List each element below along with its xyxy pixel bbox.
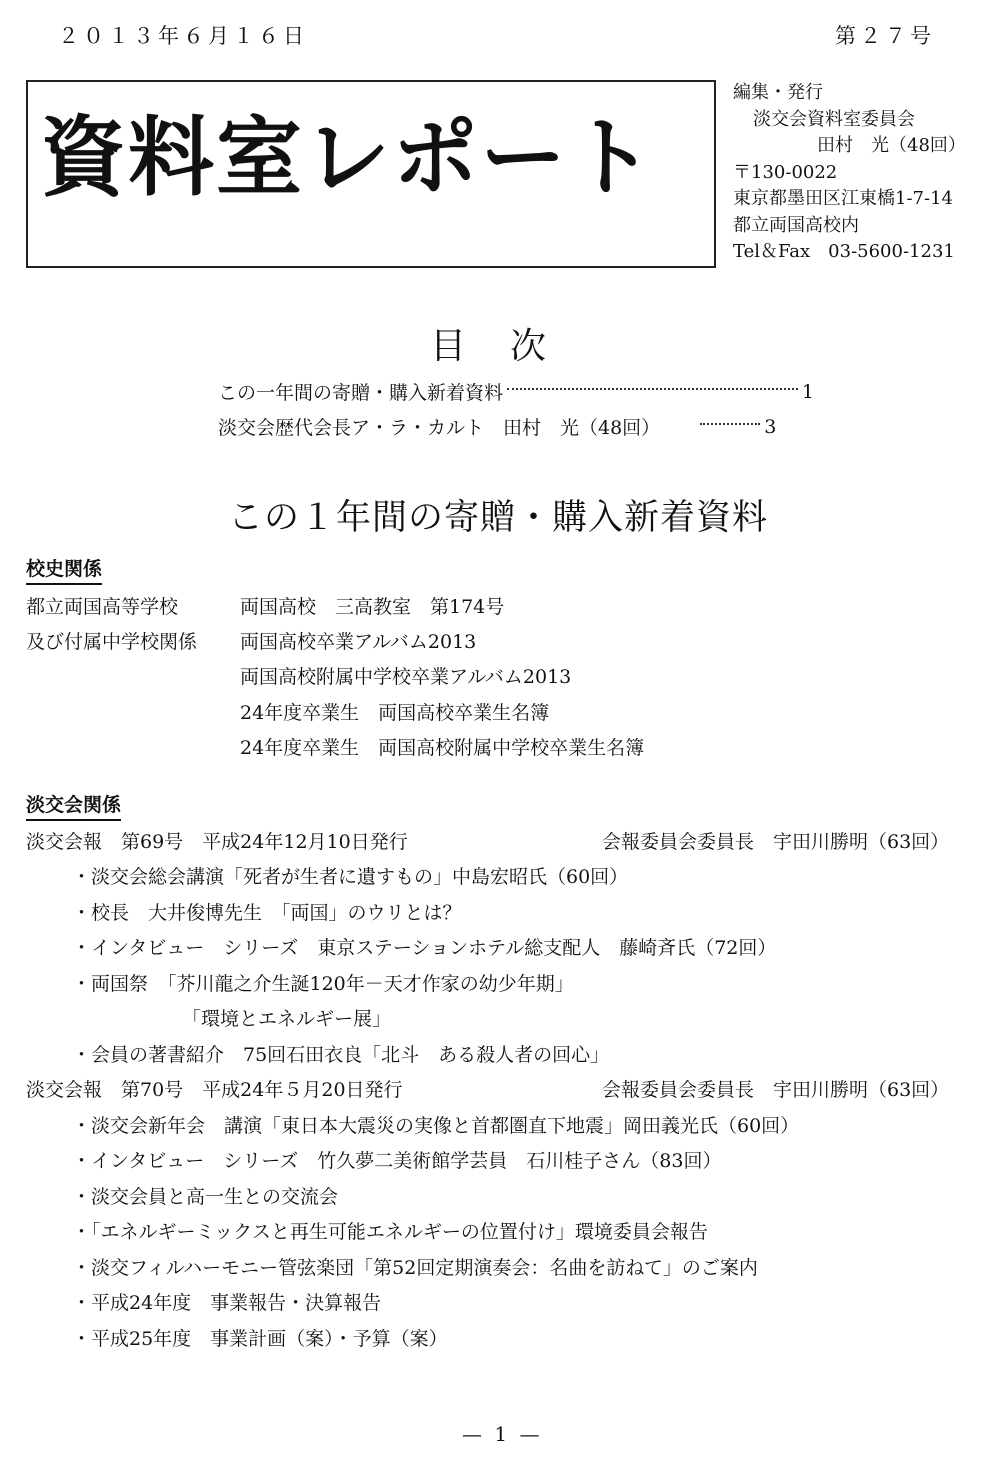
list-item: ・淡交会新年会 講演「東日本大震災の実像と首都圏直下地震」岡田義光氏（60回） [72,1115,800,1137]
list-item: ・インタビュー シリーズ 竹久夢二美術館学芸員 石川桂子さん（83回） [72,1150,722,1172]
toc-item[interactable] [218,409,814,444]
publisher-committee: 淡交会資料室委員会 [753,108,915,130]
category-heading-history: 校史関係 [26,554,102,585]
newsletter-title: 資料室レポート [40,108,656,208]
list-item: ・会員の著書紹介 75回石田衣良「北斗 ある殺人者の回心」 [72,1044,610,1066]
list-item: 両国高校 三高教室 第174号 [240,596,505,618]
category-heading-tankokai: 淡交会関係 [26,790,121,821]
list-item: ・平成25年度 事業計画（案）・予算（案） [72,1328,448,1350]
list-item: ・両国祭 「芥川龍之介生誕120年－天才作家の幼少年期」 [72,973,574,995]
publisher-line: 編集・発行 [733,82,823,103]
list-item: 24年度卒業生 両国高校附属中学校卒業生名簿 [240,737,645,759]
toc-leader-dots [700,423,760,425]
page-number: — 1 — [462,1422,543,1446]
list-item: ・淡交会員と高一生との交流会 [72,1186,339,1208]
list-item: ・校長 大井俊博先生 「両国」のウリとは？ [72,902,462,924]
toc-item-page: 3 [764,415,777,438]
list-item: ・平成24年度 事業報告・決算報告 [72,1292,382,1314]
issue-editor: 会報委員会委員長 宇田川勝明（63回） [602,1079,950,1101]
issue-title: 淡交会報 第70号 平成24年５月20日発行 [26,1079,403,1101]
list-item: 両国高校卒業アルバム2013 [240,631,477,653]
publisher-phone: Tel＆Fax 03-5600-1231 [733,241,955,262]
toc-item-page: 1 [801,380,814,403]
issue-date: ２０１３年６月１６日 [58,24,308,48]
toc-item[interactable] [218,374,814,409]
issue-number: 第２７号 [835,24,935,48]
publisher-editor: 田村 光（48回） [817,135,966,156]
issue-editor: 会報委員会委員長 宇田川勝明（63回） [602,831,950,853]
toc-item-text: 淡交会歴代会長ア・ラ・カルト 田村 光（48回） [218,417,661,439]
list-item: ・「エネルギーミックスと再生可能エネルギーの位置付け」環境委員会報告 [72,1221,708,1243]
list-item: 両国高校附属中学校卒業アルバム2013 [240,666,572,688]
toc-heading: 目次 [430,326,591,367]
publisher-postal: 〒130-0022 [733,161,838,183]
issue-title: 淡交会報 第69号 平成24年12月10日発行 [26,831,408,853]
toc-item-text: この一年間の寄贈・購入新着資料 [218,382,504,404]
publisher-address: 東京都墨田区江東橋1-7-14 [733,188,953,209]
section-title: この１年間の寄贈・購入新着資料 [228,498,769,538]
list-item: ・インタビュー シリーズ 東京ステーションホテル総支配人 藤崎斉氏（72回） [72,937,777,959]
table-of-contents [218,374,814,444]
list-item: ・淡交フィルハーモニー管弦楽団「第52回定期演奏会：名曲を訪ねて」のご案内 [72,1257,758,1279]
list-item: ・淡交会総会講演「死者が生者に遺すもの」中島宏昭氏（60回） [72,866,629,888]
publisher-school: 都立両国高校内 [733,214,859,236]
history-label: 都立両国高等学校 [26,596,179,618]
history-label: 及び付属中学校関係 [26,631,198,653]
publisher-info [733,80,966,266]
list-item: 24年度卒業生 両国高校卒業生名簿 [240,702,550,724]
toc-leader-dots [507,388,798,390]
list-item: 「環境とエネルギー展」 [182,1008,392,1030]
